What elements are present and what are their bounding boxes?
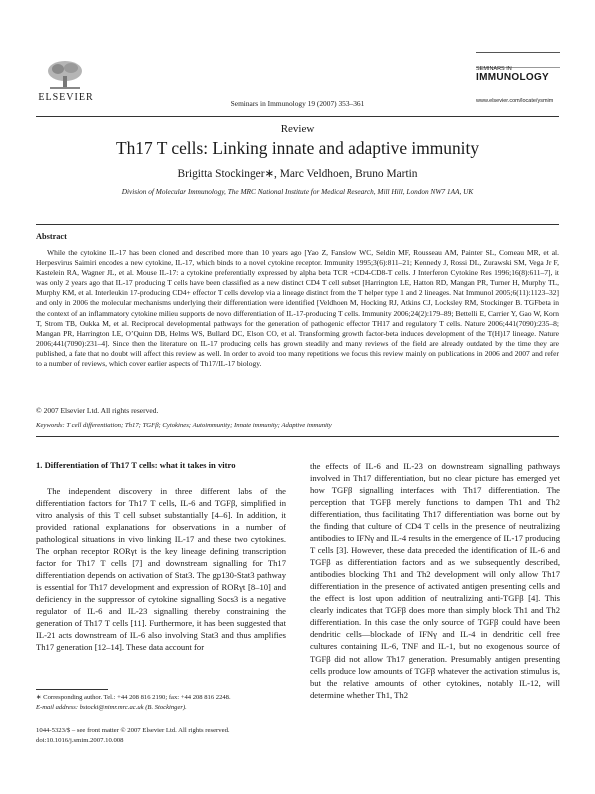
doi-line[interactable]: doi:10.1016/j.smim.2007.10.008 — [36, 737, 124, 744]
keywords-line — [36, 422, 332, 429]
article-authors: Brigitta Stockinger∗, Marc Veldhoen, Bruno Martin — [177, 168, 418, 180]
abstract-copyright: © 2007 Elsevier Ltd. All rights reserved. — [36, 406, 159, 415]
header-rule — [36, 116, 559, 117]
abstract-bottom-rule — [36, 436, 559, 437]
abstract-heading: Abstract — [36, 232, 67, 241]
journal-name-small: SEMINARS IN — [476, 66, 512, 72]
journal-name-large: IMMUNOLOGY — [476, 72, 549, 83]
body-right-column: the effects of IL-6 and IL-23 on downstream signalling pathways involved in Th17 differentiation, but no clear picture has emerged yet how TGFβ signalling interfaces with Th17 differentiation. The perception that TGFβ merely functions to dampen Th1 and Th2 differentiation, thus facilitating Th17 differentiation was borne out by the finding that culture of CD4 T cells in the presence of neutralizing antibodies to IFNγ and IL-4 results in the emergence of IL-17 producing T cells [3]. However, these data preceded the identification of IL-6 and TGFβ as differentiation factors and as we subsequently described, antibodies blocking Th1 and Th2 development will only allow Th17 differentiation in the presence of activated antigen presenting cells and the effect is lost upon addition of neutralizing anti-TGFβ [4]. This clearly indicates that TGFβ does more than simply block Th1 and Th2 differentiation. In this case the only source of TGFβ could have been dendritic cells—blockade of IFNγ and IL-4 in dendritic cell free cultures containing IL-6, TNF and IL-1, but no exogenous source of TGFβ did not allow Th17 generation. Presumably antigen presenting cells produce low amounts of TGFβ whatever the activation stimulus is, but the relative amounts of other cytokines, notably IL-12, will determine whether Th1, Th2 — [310, 461, 560, 700]
journal-logo — [476, 52, 560, 112]
publisher-name: ELSEVIER — [38, 92, 94, 103]
journal-citation: Seminars in Immunology 19 (2007) 353–361 — [230, 99, 365, 108]
issn-line: 1044-5323/$ – see front matter © 2007 Elsevier Ltd. All rights reserved. — [36, 727, 230, 734]
elsevier-tree-icon — [44, 60, 86, 90]
body-left-column: The independent discovery in three different labs of the differentiation factors for Th17 T cells, IL-6 and TGFβ, simplified in vitro analysis of this T cell subset substantially [4–6]. In addition, it provided rational explanations for observations in a number of pathological situations in vivo linking IL-17 and these two cytokines. The orphan receptor RORγt is the key lineage defining transcription factor for Th17 T cells [7] and downstream signalling for Th17 differentiation depends on activation of Stat3. The gp130-Stat3 pathway is essential for Th17 development and expression of RORγt [8–10] and deficiency in the suppressor of cytokine signalling Socs3 is a negative regulator of IL-6 and IL-23 signalling thereby constraining the generation of Th17 T cells [11]. Furthermore, it has been suggested that IL-21 acts downstream of IL-6 also involving Stat3 and thus amplifies Th17 generation [12–14]. These data account for — [36, 486, 286, 653]
journal-url[interactable]: www.elsevier.com/locate/ysmim — [476, 98, 554, 104]
article-type: Review — [280, 123, 315, 135]
email-note[interactable]: E-mail address: bstocki@nimr.mrc.ac.uk (B. Stockinger). — [36, 704, 187, 711]
abstract-top-rule — [36, 224, 559, 225]
article-title: Th17 T cells: Linking innate and adaptive immunity — [115, 138, 480, 158]
section-heading: 1. Differentiation of Th17 T cells: what it takes in vitro — [36, 460, 236, 470]
corresponding-author-note: ∗ Corresponding author. Tel.: +44 208 816 2190; fax: +44 208 816 2248. — [36, 694, 231, 701]
abstract-text: While the cytokine IL-17 has been cloned and described more than 10 years ago [Yao Z, Fanslow WC, Seldin MF, Rousseau AM, Painter SL, Comeau MR, et al. Herpesvirus Saimiri encodes a new cytokine, IL-17, which binds to a novel cytokine receptor. Immunity 1995;3(6):811–21; Kennedy J, Rossi DL, Zurawski SM, Vega Jr F, Kastelein RA, Wagner JL, et al. Mouse IL-17: a cytokine preferentially expressed by alpha beta TCR +CD4-CD8-T cells. J Interferon Cytokine Res 1996;16(8):611–7], it was only 2 years ago that IL-17 producing T cells have been classified as a new distinct CD4 T cell subset [Harrington LE, Hatton RD, Mangan PR, Turner H, Murphy TL, Murphy KM, et al. Interleukin 17-producing CD4+ effector T cells develop via a lineage distinct from the T helper type 1 and 2 lineages. Nat Immunol 2005;6(11):1123–32] and only in 2006 the molecular mechanisms underlying their differentiation were identified [Veldhoen M, Hocking RJ, Atkins CJ, Locksley RM, Stockinger B. TGFbeta in the context of an inflammatory cytokine milieu supports de novo differentiation of IL-17-producing T cells. Immunity 2006;24(2):179–89; Bettelli E, Carrier Y, Gao W, Korn T, Strom TB, Oukka M, et al. Reciprocal developmental pathways for the generation of pathogenic effector TH17 and regulatory T cells. Nature 2006;441(7090):235–8; Mangan PR, Harrington LE, O’Quinn DB, Helms WS, Bullard DC, Elson CO, et al. Transforming growth factor-beta induces development of the T(H)17 lineage. Nature 2006;441(7090):231–4]. Since then the literature on IL-17 producing cells has grown steadily and many reviews of the field are already outdated by the time they are published, a fate that no doubt will affect this review as well. In order to avoid too many repetitions we focus this review mainly on publications in 2006 and 2007 and refer to a number of reviews, which cover earlier aspects of Th17/IL-17 biology. — [36, 248, 559, 369]
keywords-label: Keywords: — [36, 422, 65, 429]
footnote-rule — [36, 689, 108, 690]
keywords-list: T cell differentiation; Th17; TGFβ; Cytokines; Autoimmunity; Innate immunity; Adaptive immunity — [66, 422, 332, 429]
article-affiliation: Division of Molecular Immunology, The MRC National Institute for Medical Research, Mill Hill, London NW7 1AA, UK — [121, 187, 474, 196]
